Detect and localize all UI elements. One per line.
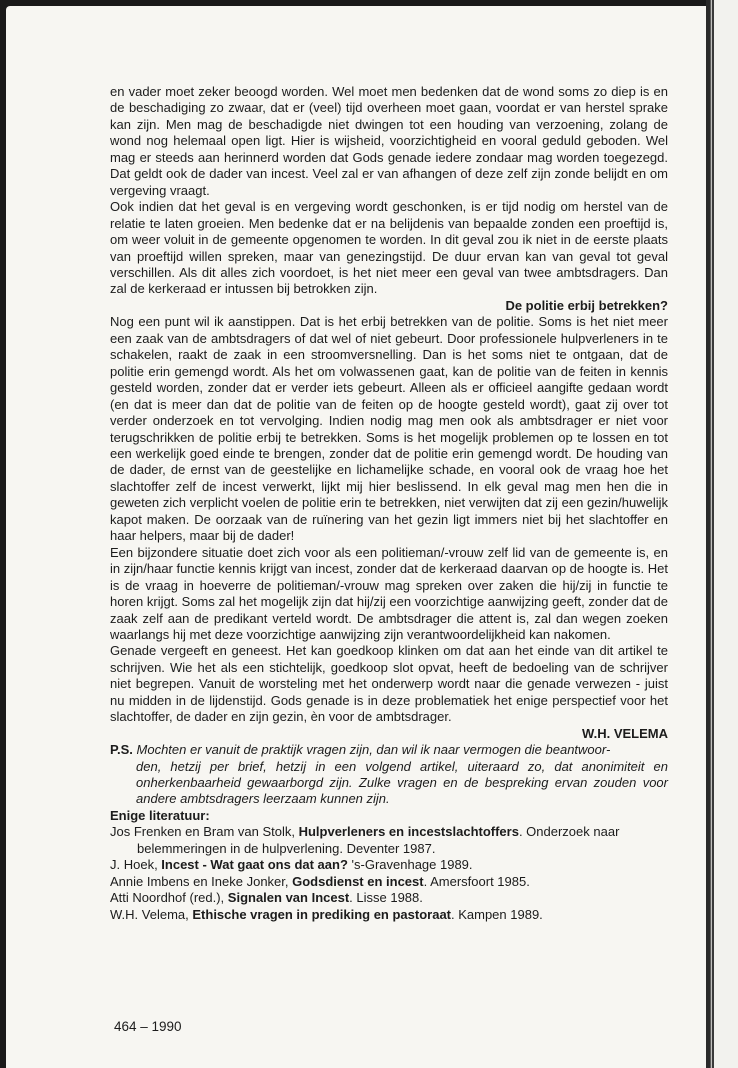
- page-number: 464 – 1990: [114, 1019, 182, 1034]
- literature-item: W.H. Velema, Ethische vragen in prediking en pastoraat. Kampen 1989.: [110, 906, 543, 922]
- postscript-label: P.S.: [110, 742, 133, 758]
- literature-item: Annie Imbens en Ineke Jonker, Godsdienst en incest. Amersfoort 1985.: [110, 873, 530, 889]
- paragraph-5: Genade vergeeft en geneest. Het kan goedkoop klinken om dat aan het einde van dit artikel te schrijven. Wie het als een stichtelijk, goedkoop slot opvat, heeft de bedoeling van de schrijver niet begrepen. Vanuit de worsteling met het onderwerp wordt naar die genade verwezen - juist nu midden in de lijdenstijd. Gods genade is in deze problematiek het enige perspectief voor het slachtoffer, de dader en zijn gezin, èn voor de ambtsdrager.: [110, 643, 668, 725]
- document-page: [6, 6, 706, 1068]
- paragraph-3: Nog een punt wil ik aanstippen. Dat is het erbij betrekken van de politie. Soms is het niet meer een zaak van de ambtsdragers of dat wel of niet gebeurt. Door professionele hulpverleners in te schakelen, raakt de zaak in een stroomversnelling. Dan is het soms niet te ontgaan, dat de politie erin gemengd wordt. Als het om volwassenen gaat, kan de politie van de feiten in kennis gesteld worden, zonder dat er verder iets gebeurt. Alleen als er officieel aangifte gedaan wordt (en dat is meer dan dat de politie van de feiten op de hoogte gesteld wordt), gaat zij over tot verder onderzoek en tot vervolging. Indien nodig mag men ook als ambtsdrager er niet voor terugschrikken de politie erbij te betrekken. Soms is het mogelijk problemen op te lossen en tot een werkelijk goed einde te brengen, zonder dat de politie erin gemengd wordt. De houding van de dader, de ernst van de geestelijke en lichamelijke schade, en vooral ook de vraag hoe het slachtoffer zelf de incest verwerkt, lijkt mij hier beslissend. In elk geval mag men hen die in geweten zich verplicht voelen de politie erin te betrekken, niet verwijten dat zij een gezin/huwelijk kapot maken. De oorzaak van de ruïnering van het gezin ligt immers niet bij het slachtoffer en haar helpers, maar bij de dader!: [110, 314, 668, 544]
- article-body: [110, 84, 668, 923]
- postscript: [110, 742, 668, 808]
- section-heading: De politie erbij betrekken?: [505, 297, 668, 313]
- paragraph-4: Een bijzondere situatie doet zich voor als een politieman/-vrouw zelf lid van de gemeente is, en in zijn/haar functie kennis krijgt van incest, zonder dat de kerkeraad daarvan op de hoogte is. Het is de vraag in hoeverre de politieman/-vrouw mag spreken over zaken die hij/zij in functie te horen krijgt. Soms zal het mogelijk zijn dat hij/zij een voorzichtige aanwijzing geeft, zonder dat de zaak zelf aan de predikant verteld wordt. De ambtsdrager die attent is, zal dan wegen zoeken waarlangs hij met deze voorzichtige aanwijzing zijn verantwoordelijkheid kan nakomen.: [110, 544, 668, 642]
- literature-item: Jos Frenken en Bram van Stolk, Hulpverleners en incestslachtoffers. Onderzoek naar belemmeringen in de hulpverlening. Deventer 1987.: [110, 824, 620, 856]
- paragraph-1: en vader moet zeker beoogd worden. Wel moet men bedenken dat de wond soms zo diep is en de beschadiging zo zwaar, dat er (veel) tijd overheen moet gaan, voordat er van herstel sprake kan zijn. Men mag de beschadigde niet dwingen tot een houding van verzoening, zolang de wond nog helemaal open ligt. Hier is wijsheid, voorzichtigheid en vooral geduld geboden. Wel mag er steeds aan herinnerd worden dat Gods genade iedere zondaar mag worden toegezegd. Dat geldt ook de dader van incest. Veel zal er van afhangen of deze zelf zijn zonde belijdt en om vergeving vraagt.: [110, 84, 668, 198]
- paragraph-2: Ook indien dat het geval is en vergeving wordt geschonken, is er tijd nodig om herstel van de relatie te laten groeien. Men bedenke dat er na belijdenis van bepaalde zonden een proeftijd is, om weer voluit in de gemeente opgenomen te worden. In dit geval zou ik niet in de eerste plaats van proeftijd willen spreken, maar van genezingstijd. De duur ervan kan van geval tot geval verschillen. Als dit alles zich voordoet, is het niet meer een geval van twee ambtsdragers. Dan zal de kerkeraad er intussen bij betrokken zijn.: [110, 199, 668, 297]
- literature-item: J. Hoek, Incest - Wat gaat ons dat aan? 's-Gravenhage 1989.: [110, 857, 473, 873]
- literature-item: Atti Noordhof (red.), Signalen van Incest. Lisse 1988.: [110, 890, 423, 906]
- literature-title: Enige literatuur:: [110, 807, 210, 823]
- postscript-text: den, hetzij per brief, hetzij in een volgend artikel, uiteraard zo, dat anonimiteit en onherkenbaarheid gewaarborgd zijn. Zulke vragen en de bespreking ervan zouden voor andere ambtsdragers leerzaam kunnen zijn.: [136, 758, 668, 807]
- postscript-first-line: Mochten er vanuit de praktijk vragen zijn, dan wil ik naar vermogen die beantwoor-: [136, 742, 611, 758]
- literature-list: [110, 824, 668, 923]
- author-signature: W.H. VELEMA: [582, 725, 668, 741]
- binding-edge: [712, 0, 714, 1068]
- adjacent-page-edge: [706, 0, 738, 1068]
